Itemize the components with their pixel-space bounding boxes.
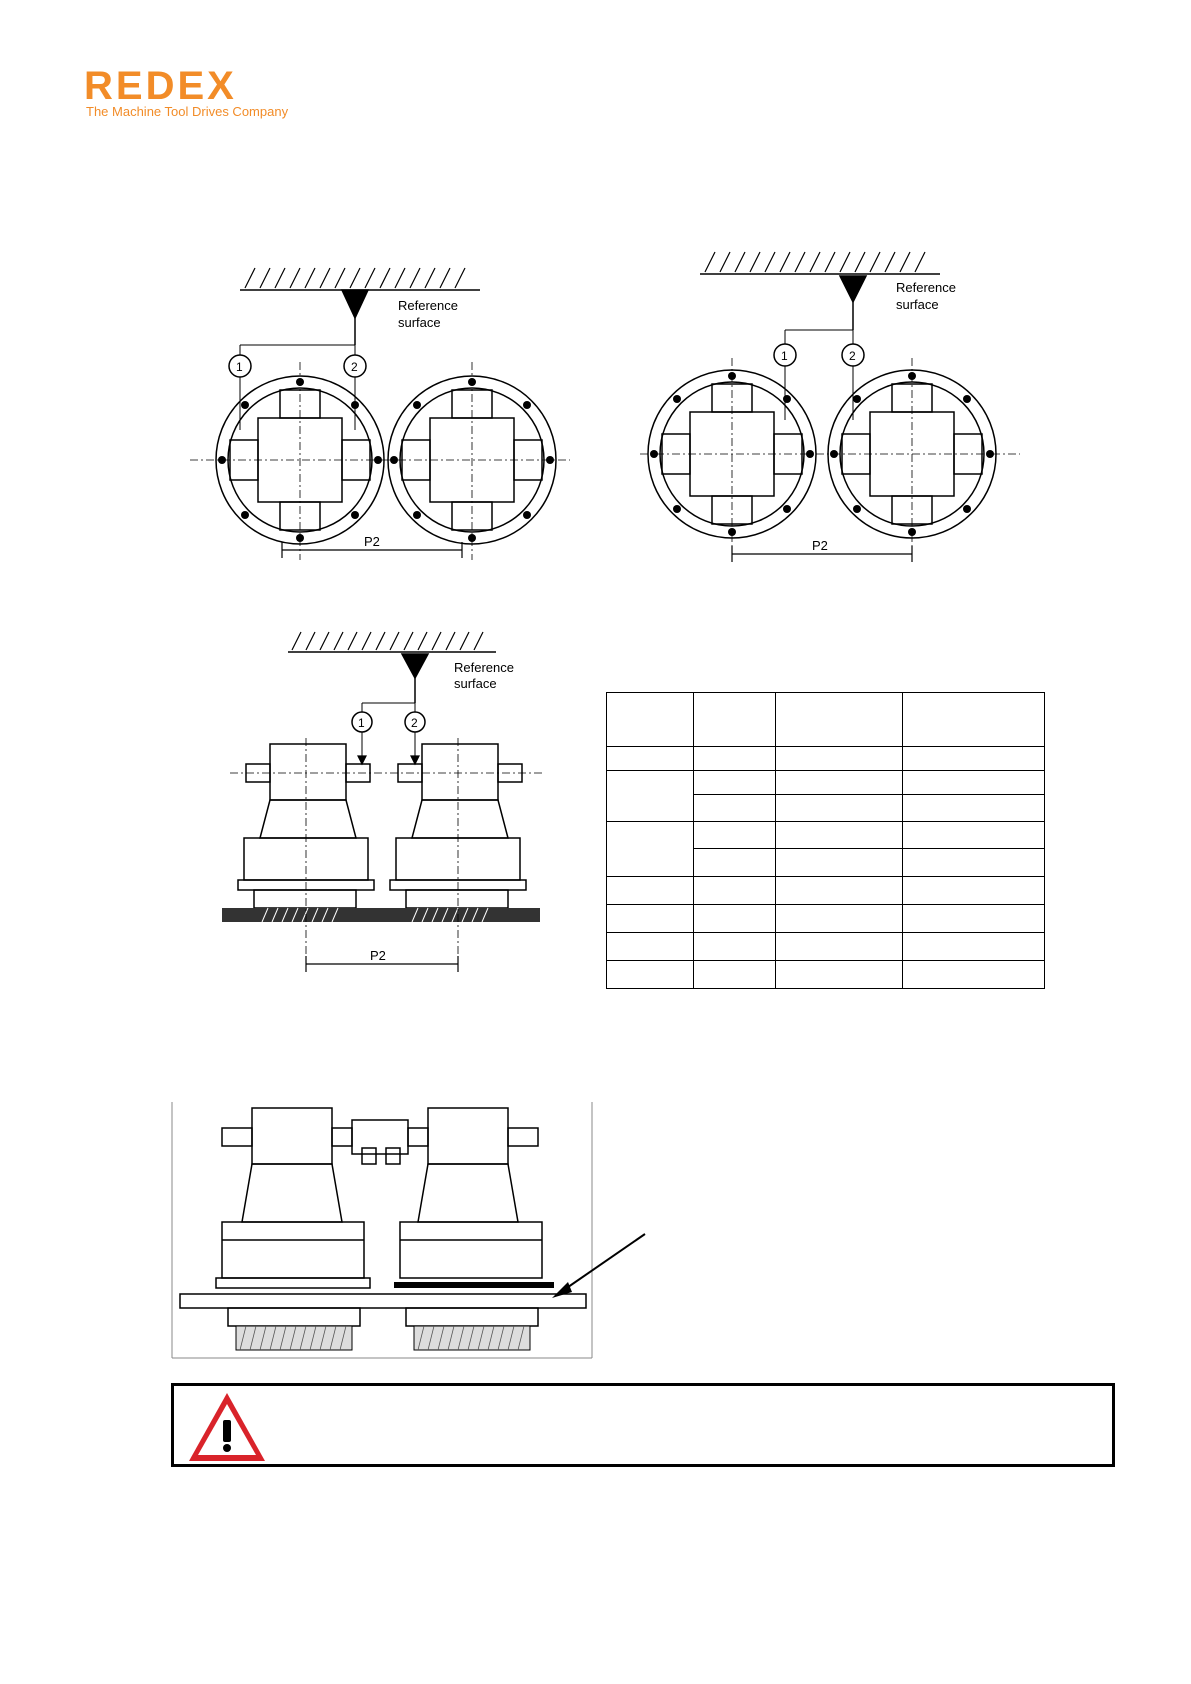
spec-table xyxy=(606,692,1045,989)
logo-tagline: The Machine Tool Drives Company xyxy=(86,104,289,119)
table-cell xyxy=(694,877,776,905)
table-cell xyxy=(903,795,1045,822)
table-header-row xyxy=(607,693,1045,747)
table-cell xyxy=(903,849,1045,877)
table-row xyxy=(607,877,1045,905)
reference-label-line2: surface xyxy=(454,676,497,691)
figure-middle-left xyxy=(222,628,552,980)
table-cell xyxy=(903,771,1045,795)
table-cell xyxy=(903,905,1045,933)
table-cell xyxy=(694,961,776,989)
marker-2: 2 xyxy=(411,716,418,730)
reference-label-line1: Reference xyxy=(398,298,458,313)
reference-label-line2: surface xyxy=(896,297,939,312)
table-cell xyxy=(903,877,1045,905)
table-cell xyxy=(694,905,776,933)
table-row xyxy=(607,771,1045,795)
table-cell xyxy=(903,822,1045,849)
warning-box xyxy=(171,1383,1115,1467)
table-cell xyxy=(607,877,694,905)
table-cell xyxy=(694,933,776,961)
table-cell xyxy=(903,961,1045,989)
figure-top-right-drawing xyxy=(640,240,1020,570)
marker-1: 1 xyxy=(236,360,243,374)
table-row xyxy=(607,905,1045,933)
reference-label-line1: Reference xyxy=(454,660,514,675)
table-cell xyxy=(776,795,903,822)
figure-bottom xyxy=(170,1102,594,1360)
marker-1: 1 xyxy=(358,716,365,730)
table-cell xyxy=(903,747,1045,771)
logo-wordmark: REDEX xyxy=(84,64,237,108)
table-row xyxy=(607,822,1045,849)
figure-top-left xyxy=(190,250,570,570)
table-cell xyxy=(607,747,694,771)
table-row xyxy=(607,933,1045,961)
table-cell xyxy=(776,905,903,933)
table-cell xyxy=(776,961,903,989)
table-cell xyxy=(776,877,903,905)
table-row xyxy=(607,747,1045,771)
table-cell xyxy=(776,693,903,747)
table-cell xyxy=(776,933,903,961)
warning-triangle-icon xyxy=(186,1390,268,1464)
marker-2: 2 xyxy=(849,349,856,363)
table-cell xyxy=(694,849,776,877)
table-cell xyxy=(694,771,776,795)
table-row xyxy=(607,961,1045,989)
table-cell xyxy=(694,822,776,849)
figure-top-right xyxy=(640,240,1020,570)
table-cell xyxy=(607,905,694,933)
dimension-label: P2 xyxy=(364,534,380,549)
table-cell xyxy=(607,961,694,989)
table-cell xyxy=(903,693,1045,747)
figure-bottom-drawing xyxy=(170,1102,594,1360)
table-cell xyxy=(694,795,776,822)
marker-2: 2 xyxy=(351,360,358,374)
table-cell xyxy=(776,822,903,849)
table-cell xyxy=(694,693,776,747)
shim-leader-arrow xyxy=(550,1232,650,1302)
dimension-label: P2 xyxy=(812,538,828,553)
table-cell xyxy=(607,822,694,877)
table-cell xyxy=(776,849,903,877)
reference-label-line2: surface xyxy=(398,315,441,330)
table-cell xyxy=(694,747,776,771)
table-cell xyxy=(776,771,903,795)
table-cell xyxy=(607,693,694,747)
reference-label-line1: Reference xyxy=(896,280,956,295)
company-logo xyxy=(84,66,304,126)
marker-1: 1 xyxy=(781,349,788,363)
table-cell xyxy=(607,933,694,961)
table-cell xyxy=(903,933,1045,961)
dimension-label: P2 xyxy=(370,948,386,963)
table-cell xyxy=(776,747,903,771)
figure-top-left-drawing xyxy=(190,250,570,570)
figure-middle-left-drawing xyxy=(222,628,552,980)
table-cell xyxy=(607,771,694,822)
